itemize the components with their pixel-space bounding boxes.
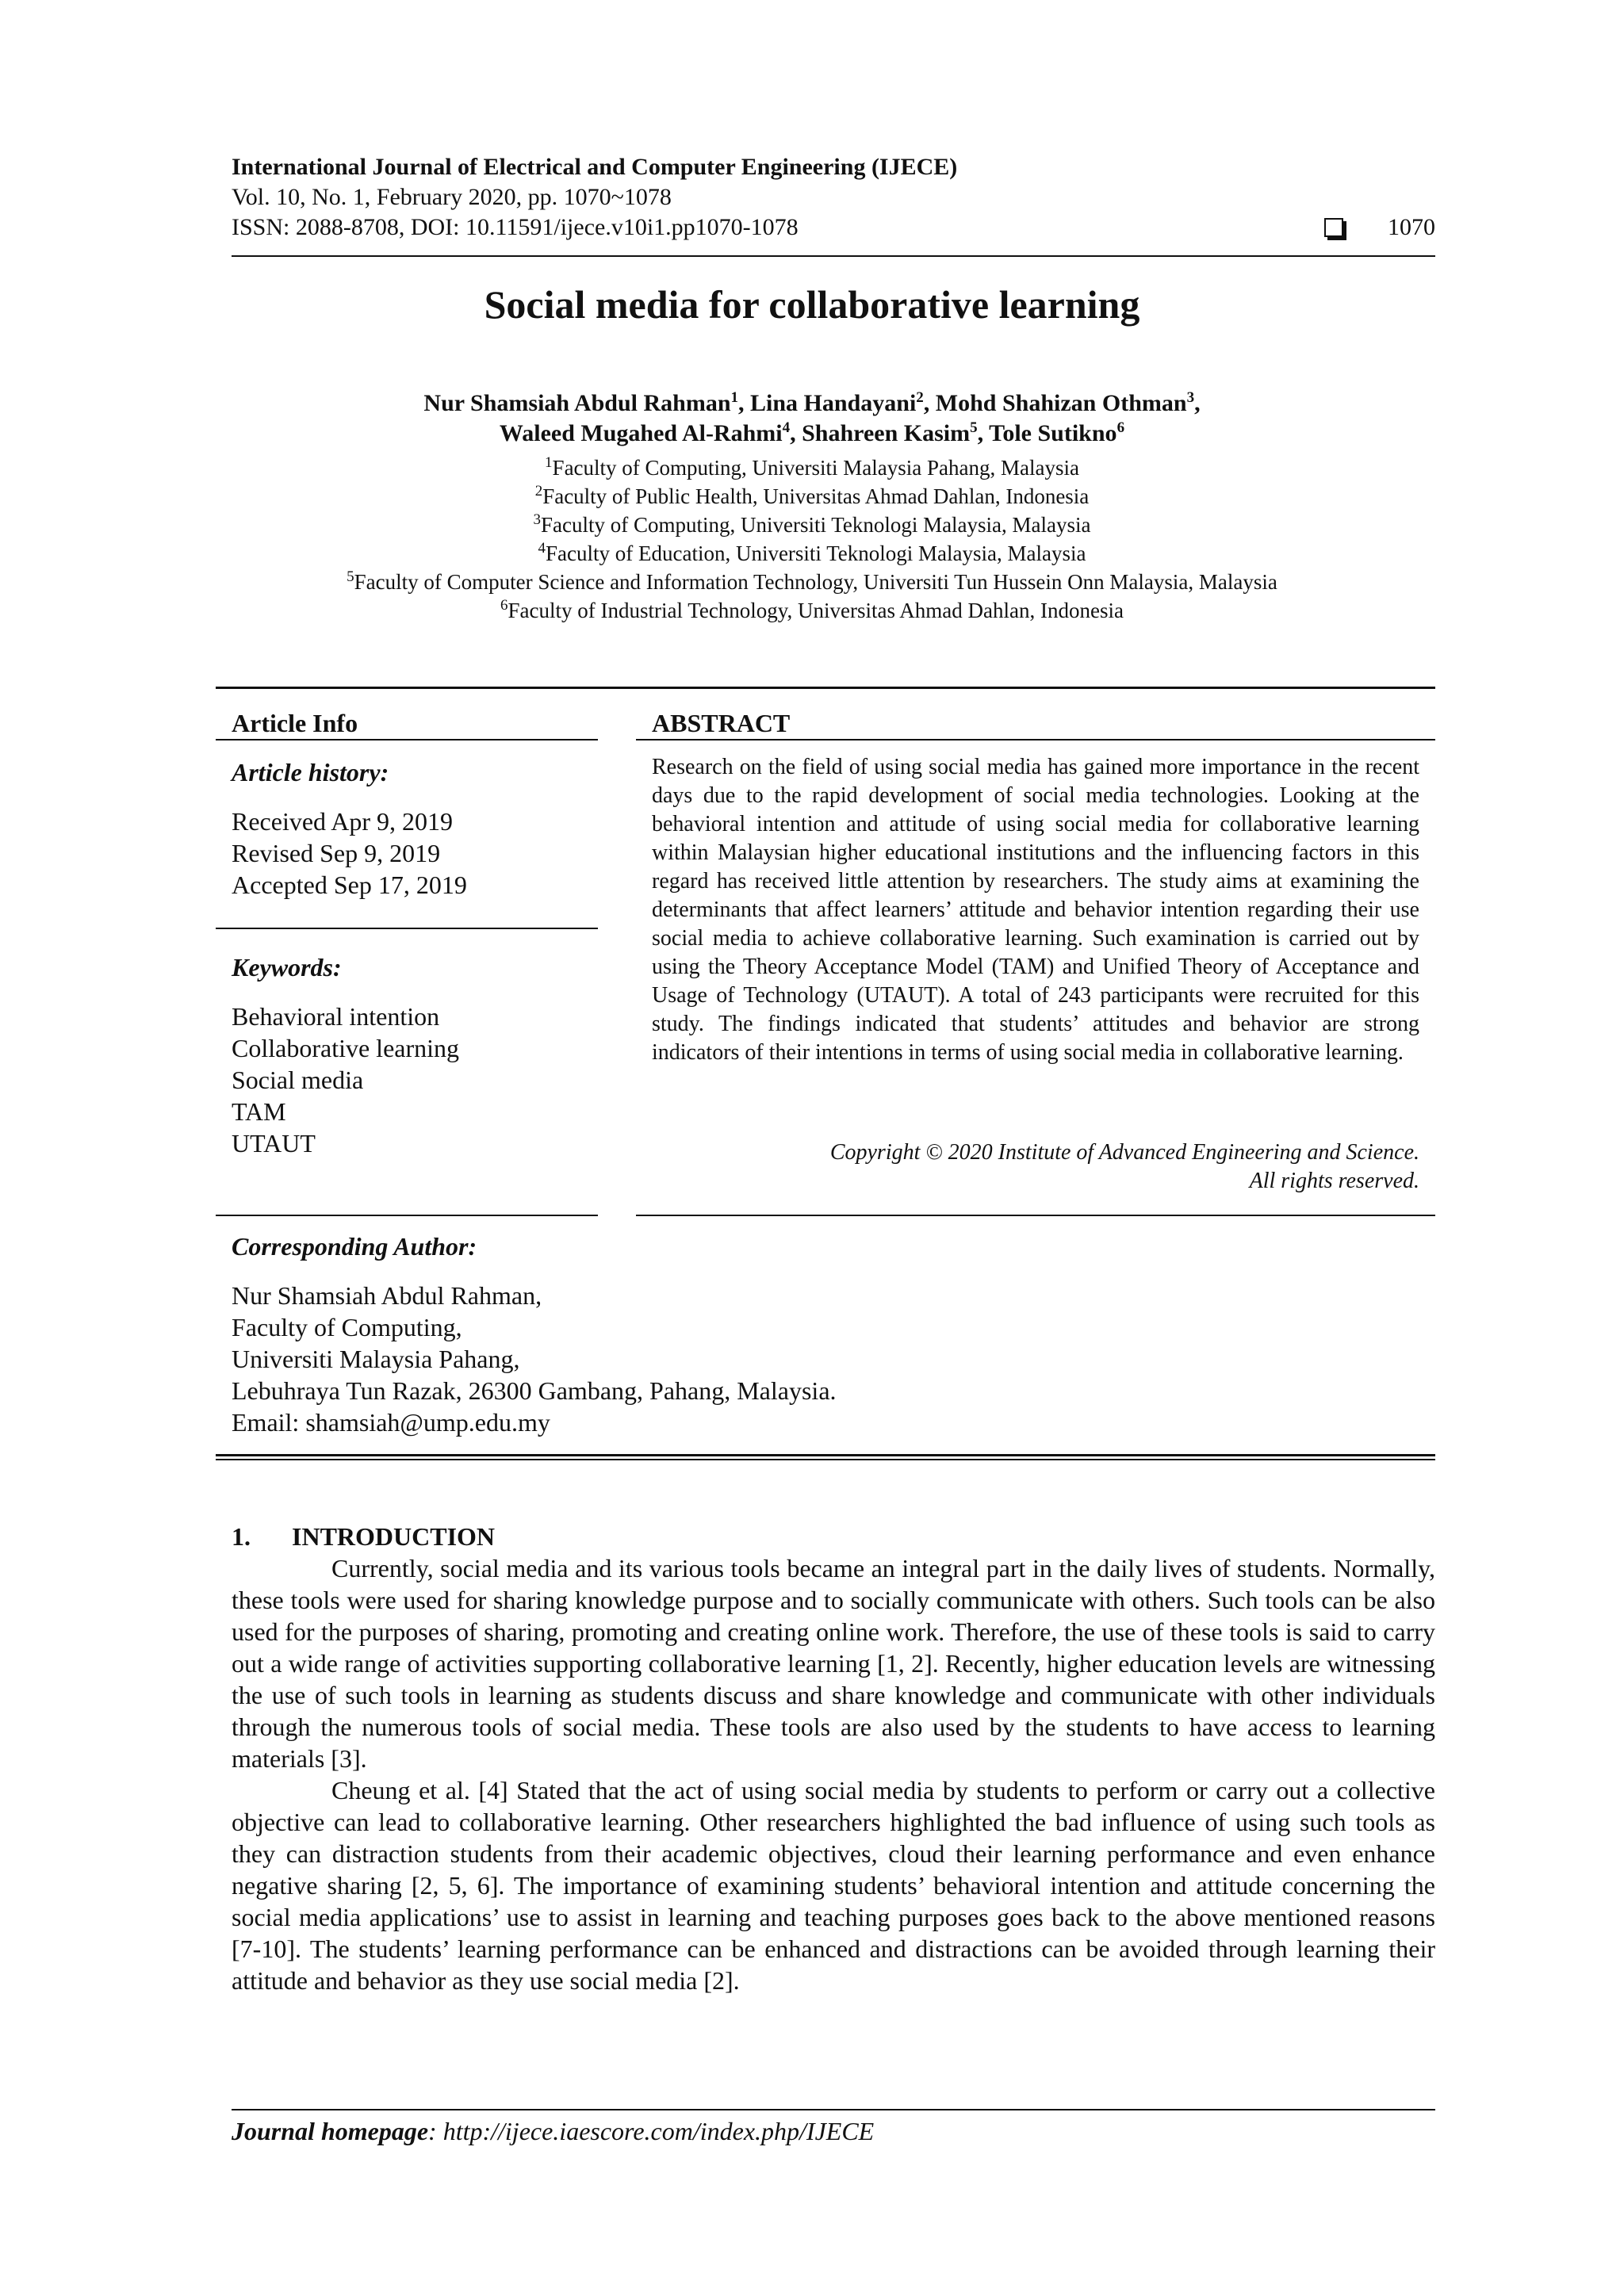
info-bottom-rule-2 [216,1459,1435,1460]
article-history [232,756,596,901]
article-history-list [232,806,596,901]
author-line-1 [0,388,1624,419]
corresponding-heading: Corresponding Author: [232,1232,477,1261]
section-title: INTRODUCTION [292,1522,496,1551]
author-name: Nur Shamsiah Abdul Rahman [423,390,731,416]
affiliation-sup: 4 [538,540,546,557]
keywords [232,951,596,1159]
journal-homepage [232,2115,874,2147]
author-sep: , [738,390,751,416]
keyword-item: Collaborative learning [232,1034,460,1062]
corresponding-line: Faculty of Computing, [232,1313,462,1341]
issn-row [232,212,1435,243]
affiliation-text: Faculty of Education, Universiti Teknologi Malaysia, Malaysia [546,541,1086,565]
corresponding-email: Email: shamsiah@ump.edu.my [232,1408,550,1437]
homepage-label: Journal homepage [232,2117,429,2145]
keywords-bottom-rule [216,1215,598,1216]
affiliation-text: Faculty of Computer Science and Information Technology, Universiti Tun Hussein Onn Malaysia, Malaysia [354,570,1277,594]
homepage-link[interactable]: http://ijece.iaescore.com/index.php/IJECE [442,2117,875,2145]
affiliation [0,511,1624,539]
article-info-title: Article Info [232,709,358,737]
paper-title: Social media for collaborative learning [484,282,1140,327]
author-name: Tole Sutikno [989,420,1117,446]
affiliation-text: Faculty of Public Health, Universitas Ahmad Dahlan, Indonesia [542,484,1090,508]
abstract-text: Research on the field of using social media has gained more importance in the recent days due to the rapid development of social media technologies. Looking at the behavioral intention and attitude of using social media for collaborative learning within Malaysian higher educational institutions and the influencing factors in this regard has received little attention by researchers. The study aims at examining the determinants that affect learners’ attitude and behavior intention regarding their use social media to achieve collaborative learning. Such examination is carried out by using the Theory Acceptance Model (TAM) and Unified Theory of Acceptance and Usage of Technology (UTAUT). A total of 243 participants were recruited for this study. The findings indicated that students’ attitudes and behavior are strong indicators of their intentions in terms of using social media in collaborative learning. [652,755,1419,1065]
introduction-body [232,1552,1435,1996]
info-bottom-rule-1 [216,1454,1435,1456]
article-history-heading: Article history: [232,758,389,786]
author-sup: 6 [1116,419,1125,436]
history-item: Revised Sep 9, 2019 [232,839,441,867]
page-number-group [1324,212,1435,243]
affiliation-text: Faculty of Industrial Technology, Universitas Ahmad Dahlan, Indonesia [508,599,1124,622]
affiliation [0,539,1624,568]
author-sup: 1 [730,389,739,406]
paragraph: Cheung et al. [4] Stated that the act of using social media by students to perform or carry out a collective objective can lead to collaborative learning. Other researchers highlighted the bad influence of using such tools as they can distraction students from their academic objectives, cloud their learning performance and even enhance negative sharing [2, 5, 6]. The importance of examining students’ behavioral intention and attitude concerning the social media applications’ use to assist in learning and teaching purposes goes back to the above mentioned reasons [7-10]. The students’ learning performance can be enhanced and distractions can be avoided through learning their attitude and behavior as they use social media [2]. [232,1776,1435,1995]
author-sep: , [923,390,936,416]
keyword-item: Behavioral intention [232,1002,440,1031]
keyword-item: TAM [232,1097,286,1126]
author-name: Waleed Mugahed Al-Rahmi [499,420,783,446]
author-sep: , [790,420,802,446]
affiliation-sup: 6 [500,597,508,614]
corresponding-details [232,1280,1342,1438]
author-name: Lina Handayani [750,390,917,416]
article-info-heading [232,707,596,739]
affiliation [0,453,1624,482]
author-sup: 3 [1186,389,1195,406]
section-heading [232,1521,495,1552]
history-item: Accepted Sep 17, 2019 [232,871,467,899]
author-sep: , [1194,390,1201,416]
journal-volume: Vol. 10, No. 1, February 2020, pp. 1070~1078 [232,184,672,210]
author-sup: 4 [782,419,791,436]
affiliation-text: Faculty of Computing, Universiti Teknologi Malaysia, Malaysia [540,513,1091,537]
corresponding-line: Nur Shamsiah Abdul Rahman, [232,1281,542,1310]
author-sep: , [977,420,990,446]
keyword-list [232,1001,596,1159]
author-name: Mohd Shahizan Othman [935,390,1187,416]
history-item: Received Apr 9, 2019 [232,807,454,836]
keyword-item: UTAUT [232,1129,316,1158]
author-name: Shahreen Kasim [802,420,971,446]
section-number: 1. [232,1522,251,1551]
affiliation-sup: 2 [534,483,543,499]
journal-name: International Journal of Electrical and Computer Engineering (IJECE) [232,154,958,180]
affiliation-sup: 5 [347,568,354,585]
copyright-line: Copyright © 2020 Institute of Advanced Engineering and Science. [829,1140,1419,1165]
abstract-rule [636,739,1435,740]
affiliation [0,568,1624,596]
affiliation-sup: 1 [545,454,553,471]
abstract-heading: ABSTRACT [652,709,791,737]
running-header [232,152,1435,243]
info-top-rule [216,687,1435,689]
affiliation-text: Faculty of Computing, Universiti Malaysia Pahang, Malaysia [552,456,1079,480]
author-line-2 [0,419,1624,449]
keywords-heading: Keywords: [232,953,342,982]
paragraph: Currently, social media and its various tools became an integral part in the daily lives of students. Normally, these tools were used for sharing knowledge purpose and to socially communicate with others. Such tools can be also used for the purposes of sharing, promoting and creating online work. Therefore, the use of these tools is said to carry out a wide range of activities supporting collaborative learning [1, 2]. Recently, higher education levels are witnessing the use of such tools in learning as students discuss and share knowledge and communicate with other individuals through the numerous tools of social media. These tools are also used by the students to have access to learning materials [3]. [232,1554,1435,1773]
page-number: 1070 [1388,214,1435,240]
header-divider [232,255,1435,257]
affiliation [0,596,1624,625]
homepage-sep: : [428,2117,443,2145]
affiliation-sup: 3 [533,511,541,528]
affiliation-list [0,453,1624,625]
author-sup: 2 [916,389,924,406]
author-sup: 5 [970,419,978,436]
issn-doi: ISSN: 2088-8708, DOI: 10.11591/ijece.v10i1.pp1070-1078 [232,214,799,240]
article-info-rule [216,739,598,740]
author-list [0,388,1624,449]
corresponding-line: Lebuhraya Tun Razak, 26300 Gambang, Pahang, Malaysia. [232,1376,837,1405]
copyright-line: All rights reserved. [1249,1169,1419,1193]
history-bottom-rule [216,928,598,929]
abstract-bottom-rule [636,1215,1435,1216]
corresponding-line: Universiti Malaysia Pahang, [232,1345,520,1373]
affiliation [0,482,1624,511]
copyright-notice [652,1138,1419,1196]
footer-divider [232,2109,1435,2110]
corresponding-author [232,1230,1342,1438]
keyword-item: Social media [232,1066,364,1094]
checkbox-square-icon [1324,218,1343,237]
